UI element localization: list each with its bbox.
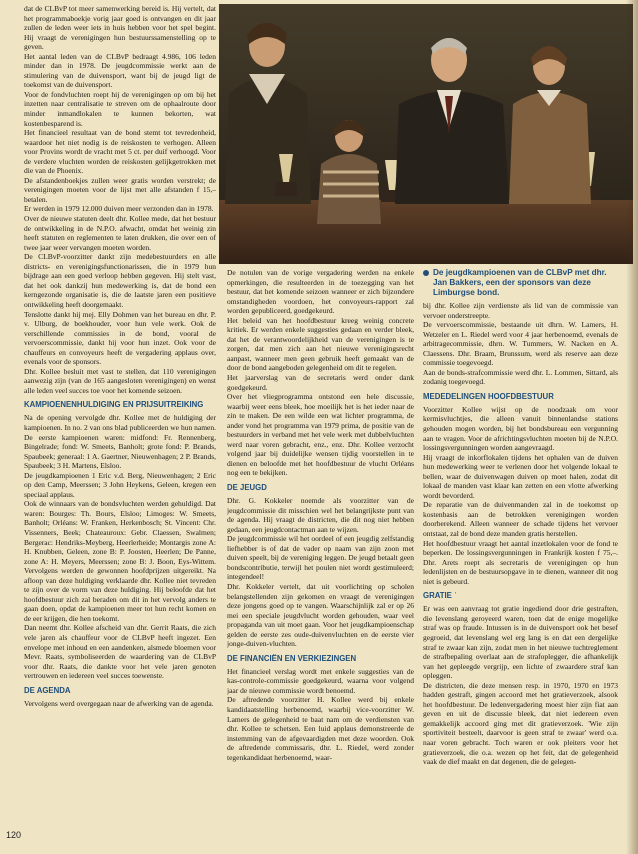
paragraph: Er was een aanvraag tot gratie ingediend door drie gestraften, die levenslang geroyeerd waren, toen dat de enige mogelijke straf was op fraude. Intussen is in de duivensport ook het besef gegroeid, dat levenslang wel erg lang is en dat een dergelijke straf te zwaar kan zijn, zodat men in het nieuwe tuchtreglement de strafbepaling overlaat aan de strafoplegger, die afhankelijk van het gepleegde vergrijp, een lichte of zwaardere straf kan opleggen. [423,604,618,681]
photo-jeugdkampioenen [219,4,633,264]
paragraph: Over de nieuwe statuten deelt dhr. Kollee mede, dat het bestuur de ontwikkeling in de N.P.O. afwacht, omdat het weinig zin heeft statuten en reglementen te laten drukken, die over een of twee jaar weer vervangen moeten worden. [24,214,216,252]
paragraph: Er werden in 1979 12.000 duiven meer verzonden dan in 1978. [24,204,214,214]
paragraph: Tenslotte dankt hij mej. Elly Dohmen van het bureau en dhr. P. v. Ulburg, de boekhouder, voor hun vele werk. Ook de verschillende commissies in de bond, vooral de vervoerscommissie, dankt hij voor hun inzet. Ook voor de chauffeurs en convoyeurs heeft de vergadering applaus over, evenals voor de sponsors. [24,309,216,367]
photo-image [219,4,633,264]
page-fold-shadow [626,0,638,854]
paragraph: Het hoofdbestuur vraagt het aantal inzetlokalen voor de fond te beperken. De lossingsvergunningen in Frankrijk kosten f 75,–. Dhr. Arets roept als secretaris de verenigingen op hun ledenlijsten en de bestuursopgave in te dienen, wanneer dit nog niet is gebeurd. [423,538,618,586]
paragraph: Aan de bonds-strafcommissie werd dhr. L. Lommen, Sittard, als zodanig toegevoegd. [423,367,618,387]
paragraph: De vervoerscommissie, bestaande uit dhrn. W. Lamers, H. Wetzeler en L. Riedel werd voor 4 jaar herbenoemd, evenals de arbitragecommissie, dhrn. W. Tummers, W. Nacken en A. Claessens. Dhr. Braam, Brunssum, werd als reserve aan deze commissie toegevoegd. [423,320,618,368]
paragraph: Voorzitter Kollee wijst op de noodzaak om voor kermisvluchtjes, die alleen vanuit binnenlandse stations gehouden mogen worden, bij het bondsbureau een vergunning aan te vragen. Voor de africhtingsvluchten moeten bij de N.P.O. lossingsvergunningen worden aangevraagd. [423,404,618,453]
bullet-icon [423,270,429,276]
paragraph: De notulen van de vorige vergadering werden na enkele opmerkingen, die resulteerden in de toezegging van het bestuur, dat het komende seizoen wanneer er zich bijzondere omstandigheden voordoen, het convoyeurs-rapport zal worden gepubliceerd, goedgekeurd. [227,268,414,316]
section-heading-jeugd: DE JEUGD [227,483,267,493]
section-heading-kampioenen: KAMPIOENENHULDIGING EN PRIJSUITREIKING [24,400,204,410]
paragraph: De reparatie van de duivenmanden zal in de toekomst op kostenbasis aan de betrokken verenigingen worden doorberekend. Alleen wanneer de schade tijdens het vervoer ontstaat, zal de bond deze manden gratis herstellen. [423,500,618,539]
column-left [24,4,216,842]
paragraph: De jeugdkampioenen 1 Eric v.d. Berg, Nieuwenhagen; 2 Eric op den Camp, Meerssen; 3 John Heykens, Geleen, kregen een speciaal applaus. [24,470,216,499]
tick-mark-icon: ˈ [451,591,457,601]
photo-caption-text: De jeugdkampioenen van de CLBvP met dhr. Jan Bakkers, een der sponsors van deze Limburgse bond. [433,268,607,297]
photo-caption [423,268,618,298]
paragraph: Het beleid van het hoofdbestuur kreeg weinig concrete kritiek. Er werden enkele suggesties gedaan en verder bleek, dat het de verantwoordelijkheid van de verenigingen is te zorgen, dat men zich aan het nieuwe verenigingsrecht aanpast, wanneer men geen gebruik heeft gemaakt van de door de bond aangeboden gelegenheid om dit te regelen. [227,315,414,373]
column-middle [227,268,414,848]
paragraph: De districten, die deze mensen resp. in 1970, 1970 en 1973 hadden gestraft, gingen accoord met het gratieverzoek, alsook het hoofdbestuur. De ledenvergadering moest hier zijn fiat aan geven en uit de discussie bleek, dat niet iedereen even gemakkelijk accoord ging met dit gratieverzoek. 'Wie zijn sportiviteit besteelt, daarvoor is geen straf te zwaar' werd o.a. naar voren gebracht. Toch waren er ook pleiters voor het gratieverzoek, die o.a. wezen op het feit, dat de gelegenheid vaak de dief maakt en dat degenen, die de gelegen- [423,680,618,767]
paragraph: Dhr. G. Kokkeler noemde als voorzitter van de jeugdcommissie dit misschien wel het belangrijkste punt van de agenda. Hij vraagt de districten, die dit nog niet hebben gedaan, een jeugdcontactman aan te wijzen. [227,496,414,534]
paragraph: Dhr. Kollee besluit met vast te stellen, dat 110 verenigingen aanwezig zijn (van de 165 aangesloten verenigingen) en wenst alle leden veel succes toe voor het komende seizoen. [24,366,216,395]
paragraph: Dan neemt dhr. Kollee afscheid van dhr. Gerrit Raats, die zich vele jaren als chauffeur voor de CLBvP heeft ingezet. Een envelope met inhoud en een aandenken, alsmede bloemen voor Mevr. Raats, symboliseerden de waardering van de CLBvP voor dhr. Raats, die dankte voor het vele jaren genoten vertrouwen en iedereen veel succes toewenste. [24,623,216,681]
paragraph: bij dhr. Kollee zijn verdienste als lid van de commissie van vervoer onderstreepte. [423,301,618,320]
paragraph: De CLBvP-voorzitter dankt zijn medebestuurders en alle districts- en verenigingsfunctionarissen, die in 1979 hun bijdrage aan een goed verloop hebben gegeven. Hij stelt vast, dat het ook dankzij hun medewerking is, dat de bond een kerngezonde organisatie is, die de laatste jaren een positieve ontwikkeling heeft doorgemaakt. [24,252,216,309]
section-heading-financien: DE FINANCIËN EN VERKIEZINGEN [227,653,357,663]
paragraph: Het financieel resultaat van de bond stemt tot tevredenheid, waardoor het niet nodig is de reiskosten te verhogen. Alleen voor Provins wordt de vracht met 5 ct. per duif verhoogd. Voor de verdere vluchten worden de reiskosten gelijkgetrokken met die van de Phoenix. [24,128,216,176]
section-heading-mededelingen: MEDEDELINGEN HOOFDBESTUUR [423,391,554,401]
paragraph: Na de opening vervolgde dhr. Kollee met de huldiging der kampioenen. In no. 2 van ons blad publiceerden we hun namen. De eerste kampioenen waren: midfond: Fr. Rennenberg, Bingelrade; fond: W. Smeets, Banholt; grote fond: P. Brands, Spaubeek; generaal: 1 A. Gaertner, Nieuwenhagen; 2 P. Brands, Spaubeek; 3 H. Martens, Elsloo. [24,413,216,471]
page-number: 120 [6,830,22,840]
paragraph: Het aantal leden van de CLBvP bedraagt 4.986, 106 leden minder dan in 1978. De jeugdcommissie werkt aan de stimulering van de duivensport, want bij de jeugd ligt de toekomst van de duivensport. [24,51,216,90]
paragraph: Dhr. Kokkeler vertelt, dat uit voorlichting op scholen belangstellenden zijn gekomen en vraagt de verenigingen deze jongens goed op te vangen. Waarschijnlijk zal er op 26 mei een speciale jeugdvlucht worden gehouden, waar veel propaganda van uit moet gaan. Voor het jeugdkampioenschap gelden de eerste zes oude-duivenvluchten en de eerste vier jonge-duiven-vluchten. [227,581,414,649]
paragraph: De aftredende voorzitter H. Kollee werd bij enkele kandidaatstelling herbenoemd, waarbij vice-voorzitter W. Lamers de gelegenheid te baat nam om de verdiensten van dhr. Kollee te schetsen. Een luid applaus demonstreerde de instemming van de afgevaardigden met deze woorden. Ook de aftredende commissaris, dhr. L. Riedel, werd zonder tegenkandidaat herbenoemd, waar- [227,695,414,762]
section-heading-agenda: DE AGENDA [24,685,71,695]
paragraph: De jeugdcommissie wil het oordeel of een jeugdig zelfstandig liefhebber is of dat de vader op naam van zijn zoon met duiven speelt, bij de vereniging leggen. De jeugd betaalt geen bondscontributie, terwijl het poulen niet wordt gestimuleerd; integendeel! [227,534,414,582]
paragraph: De afstandenboekjes zullen weer gratis worden verstrekt; de verenigingen moeten voor de lijst met alle afstanden f 15,– betalen. [24,175,216,204]
paragraph: Het jaarverslag van de secretaris werd onder dank goedgekeurd. [227,373,414,392]
column-right [423,268,618,848]
paragraph: Over het vliegprogramma ontstond een hele discussie, waarbij weer eens bleek, hoe moeilijk het is het ieder naar de zin te maken. De een wilde een wat lichter programma, de ander vond het programma van 1979 prima, de positie van de bestuurders in verband met het vele werk met dubbelvluchten werd naar voren gebracht, enz., enz. Dhr. Kollee verzocht volgend jaar bij duidelijke wensen tijdig voorstellen in te dienen en beloofde met het hoofdbestuur de vlucht Orléans nog een te bekijken. [227,392,414,478]
paragraph: Ook de winnaars van de bondsvluchten werden gehuldigd. Dat waren: Bourges: Th. Bours, Elsloo; Limoges: W. Smeets, Banholt; Orléans: W. Franken, Herkenbosch; St. Vincent: Chr. Vissenners, Beek; Chateauroux: Gebr. Claessen, Swalmen; Bergerac: Hendriks-Meyberg, Heerlerheide; Montargis zone A: H. Knubben, Geleen, zone B: P. Joosten, Heerlen; De Panne, zone A: H. Meyers, Meerssen; zone B: J. Boon, Eys-Wittem. Vervolgens werden de gewonnen hoofdprijzen uitgereikt. Na afloop van deze huldiging verklaarde dhr. Kollee niet tevreden te zijn over de vorm van deze huldiging. Hij beloofde dat het hoofdbestuur zich zal beraden om dit in het vervolg anders te gaan doen, opdat de kampioenen meer tot hun recht komen en de eer krijgen, die hen toekomt. [24,499,216,623]
paragraph: Vervolgens werd overgegaan naar de afwerking van de agenda. [24,698,214,708]
gratie-heading-text: GRATIE [423,591,452,601]
paragraph: Voor de fondvluchten roept hij de verenigingen op om bij het inzetten naar centralisatie te streven om de ophaalroute door minder inmandlokalen te kunnen bekorten, wat kostenbesparend is. [24,89,216,128]
paragraph: Het financieel verslag wordt met enkele suggesties van de kas-controle-commissie goedgekeurd, waarna voor volgend jaar de nieuwe commissie wordt benoemd. [227,666,414,695]
paragraph: dat de CLBvP tot meer samenwerking bereid is. Hij vertelt, dat het programmaboekje vorig jaar goed is ontvangen en dit jaar zullen de leden weer iets in huis hebben voor het spel begint. Hij vraagt de verenigingen hun bestuurssamenstelling op te geven. [24,4,216,52]
paragraph: Hij vraagt de inkorflokalen tijdens het ophalen van de duiven hun medewerking weer te verlenen door het volgende lokaal te bellen, waar de duivenwagen duiven op moet halen, zodat dit lokaal de manden vast klaar kan zetten en een vlotte afwerking wordt bevorderd. [423,452,618,500]
section-heading-gratie [423,591,618,601]
